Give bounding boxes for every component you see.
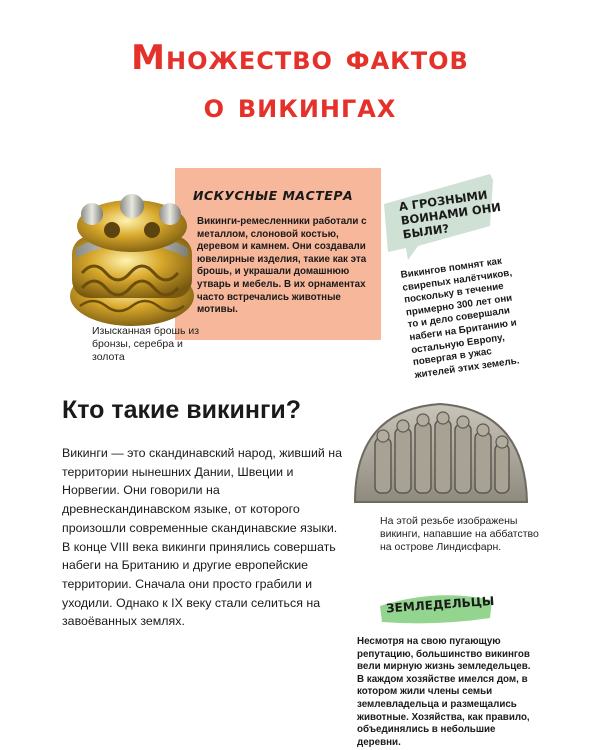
farmers-text: Несмотря на свою пугающую репутацию, большинство викингов вели мирную жизнь земледельцев. В каждом хозяйстве имелся дом, в котором жили члены семьи землевладельца и размещались животные. Хозяйства, как правило, объединялись в небольшие деревни. bbox=[357, 636, 531, 748]
page-title-line1: Множество фактов bbox=[131, 38, 469, 78]
brooch-caption: Изысканная брошь из бронзы, серебра и золота bbox=[92, 325, 200, 363]
masters-box bbox=[175, 168, 381, 340]
section-heading: Кто такие викинги? bbox=[62, 396, 302, 424]
warriors-text: Викингов помнят как свирепых налётчиков, поскольку в течение примерно 300 лет они то и дело совершали набеги на Британию и остальную Европу, повергая в ужас жителей этих земель. bbox=[400, 255, 521, 381]
carving-caption: На этой резьбе изображены викинги, напавшие на аббатство на острове Линдисфарн. bbox=[380, 515, 539, 553]
carving-image bbox=[345, 398, 535, 506]
masters-text: Викинги-ремесленники работали с металлом, слоновой костью, деревом и камнем. Они создавали ювелирные изделия, такие как эта брошь, и украшали домашнюю утварь и мебель. В их орнаментах часто встречались животные мотивы. bbox=[197, 216, 367, 316]
brooch-image bbox=[62, 178, 202, 338]
warriors-title: А ГРОЗНЫМИ ВОИНАМИ ОНИ БЫЛИ? bbox=[398, 187, 502, 242]
farmers-title: ЗЕМЛЕДЕЛЬЦЫ bbox=[385, 593, 495, 616]
masters-title: ИСКУСНЫЕ МАСТЕРА bbox=[193, 188, 354, 203]
page-title-line2: о викингах bbox=[203, 86, 397, 126]
section-text: Викинги — это скандинавский народ, живший на территории нынешних Дании, Швеции и Норвегии. Они говорили на древнескандинавском языке, от которого произошли современные скандинавские языки. В конце VIII века викинги принялись совершать набеги на Британию и другие европейские территории. Сначала они просто грабили и уходили. Однако к IX веку стали селиться на завоёванных землях. bbox=[62, 446, 342, 629]
